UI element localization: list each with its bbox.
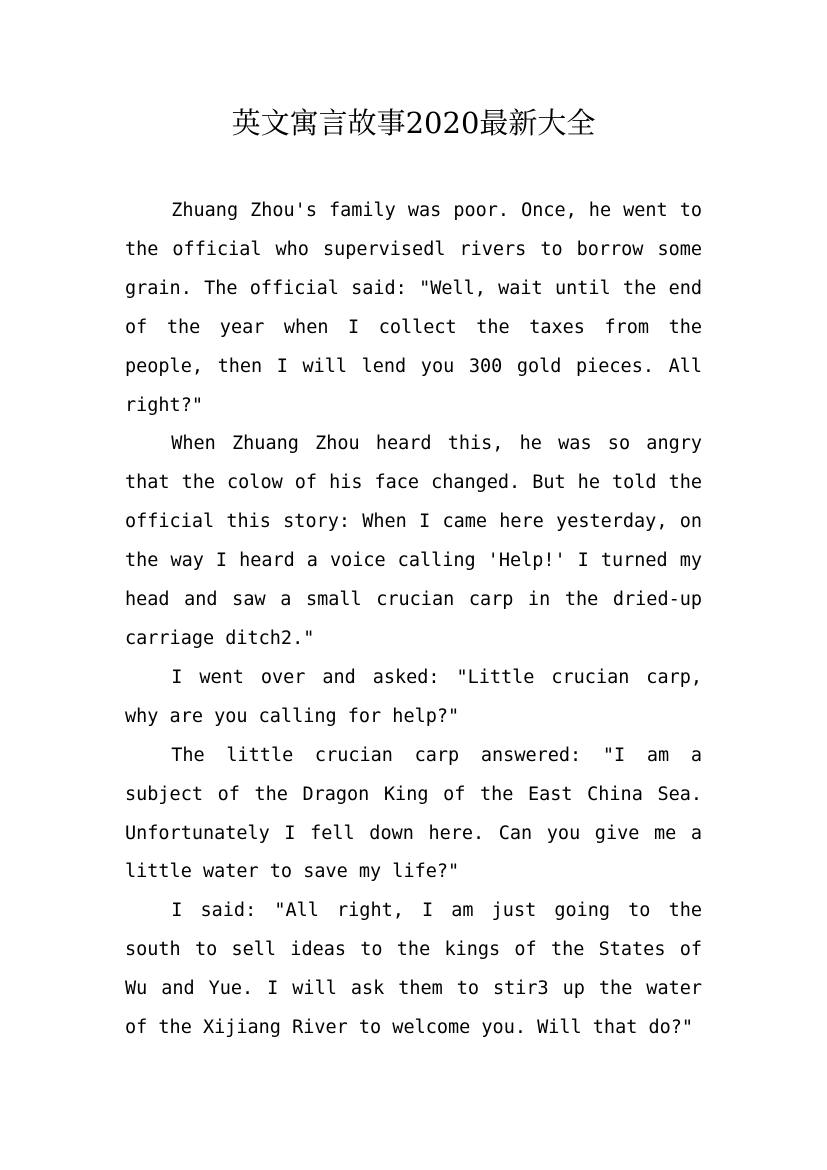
paragraph-4: The little crucian carp answered: "I am a subject of the Dragon King of the East China Sea. Unfortunately I fell down here. Can you give me a little water to save my life?" bbox=[125, 744, 702, 883]
document-body bbox=[125, 192, 702, 1048]
document-title: 英文寓言故事2020最新大全 bbox=[231, 106, 596, 140]
paragraph-1: Zhuang Zhou's family was poor. Once, he went to the official who supervisedl rivers to borrow some grain. The official said: "Well, wait until the end of the year when I collect the taxes from the people, then I will lend you 300 gold pieces. All right?" bbox=[125, 200, 702, 416]
paragraph-5: I said: "All right, I am just going to the south to sell ideas to the kings of the States of Wu and Yue. I will ask them to stir3 up the water of the Xijiang River to welcome you. Will that do?" bbox=[125, 900, 702, 1039]
paragraph-3: I went over and asked: "Little crucian carp, why are you calling for help?" bbox=[125, 666, 702, 727]
paragraph-2: When Zhuang Zhou heard this, he was so angry that the colow of his face changed. But he told the official this story: When I came here yesterday, on the way I heard a voice calling 'Help!' I turned my head and saw a small crucian carp in the dried-up carriage ditch2." bbox=[125, 433, 702, 649]
